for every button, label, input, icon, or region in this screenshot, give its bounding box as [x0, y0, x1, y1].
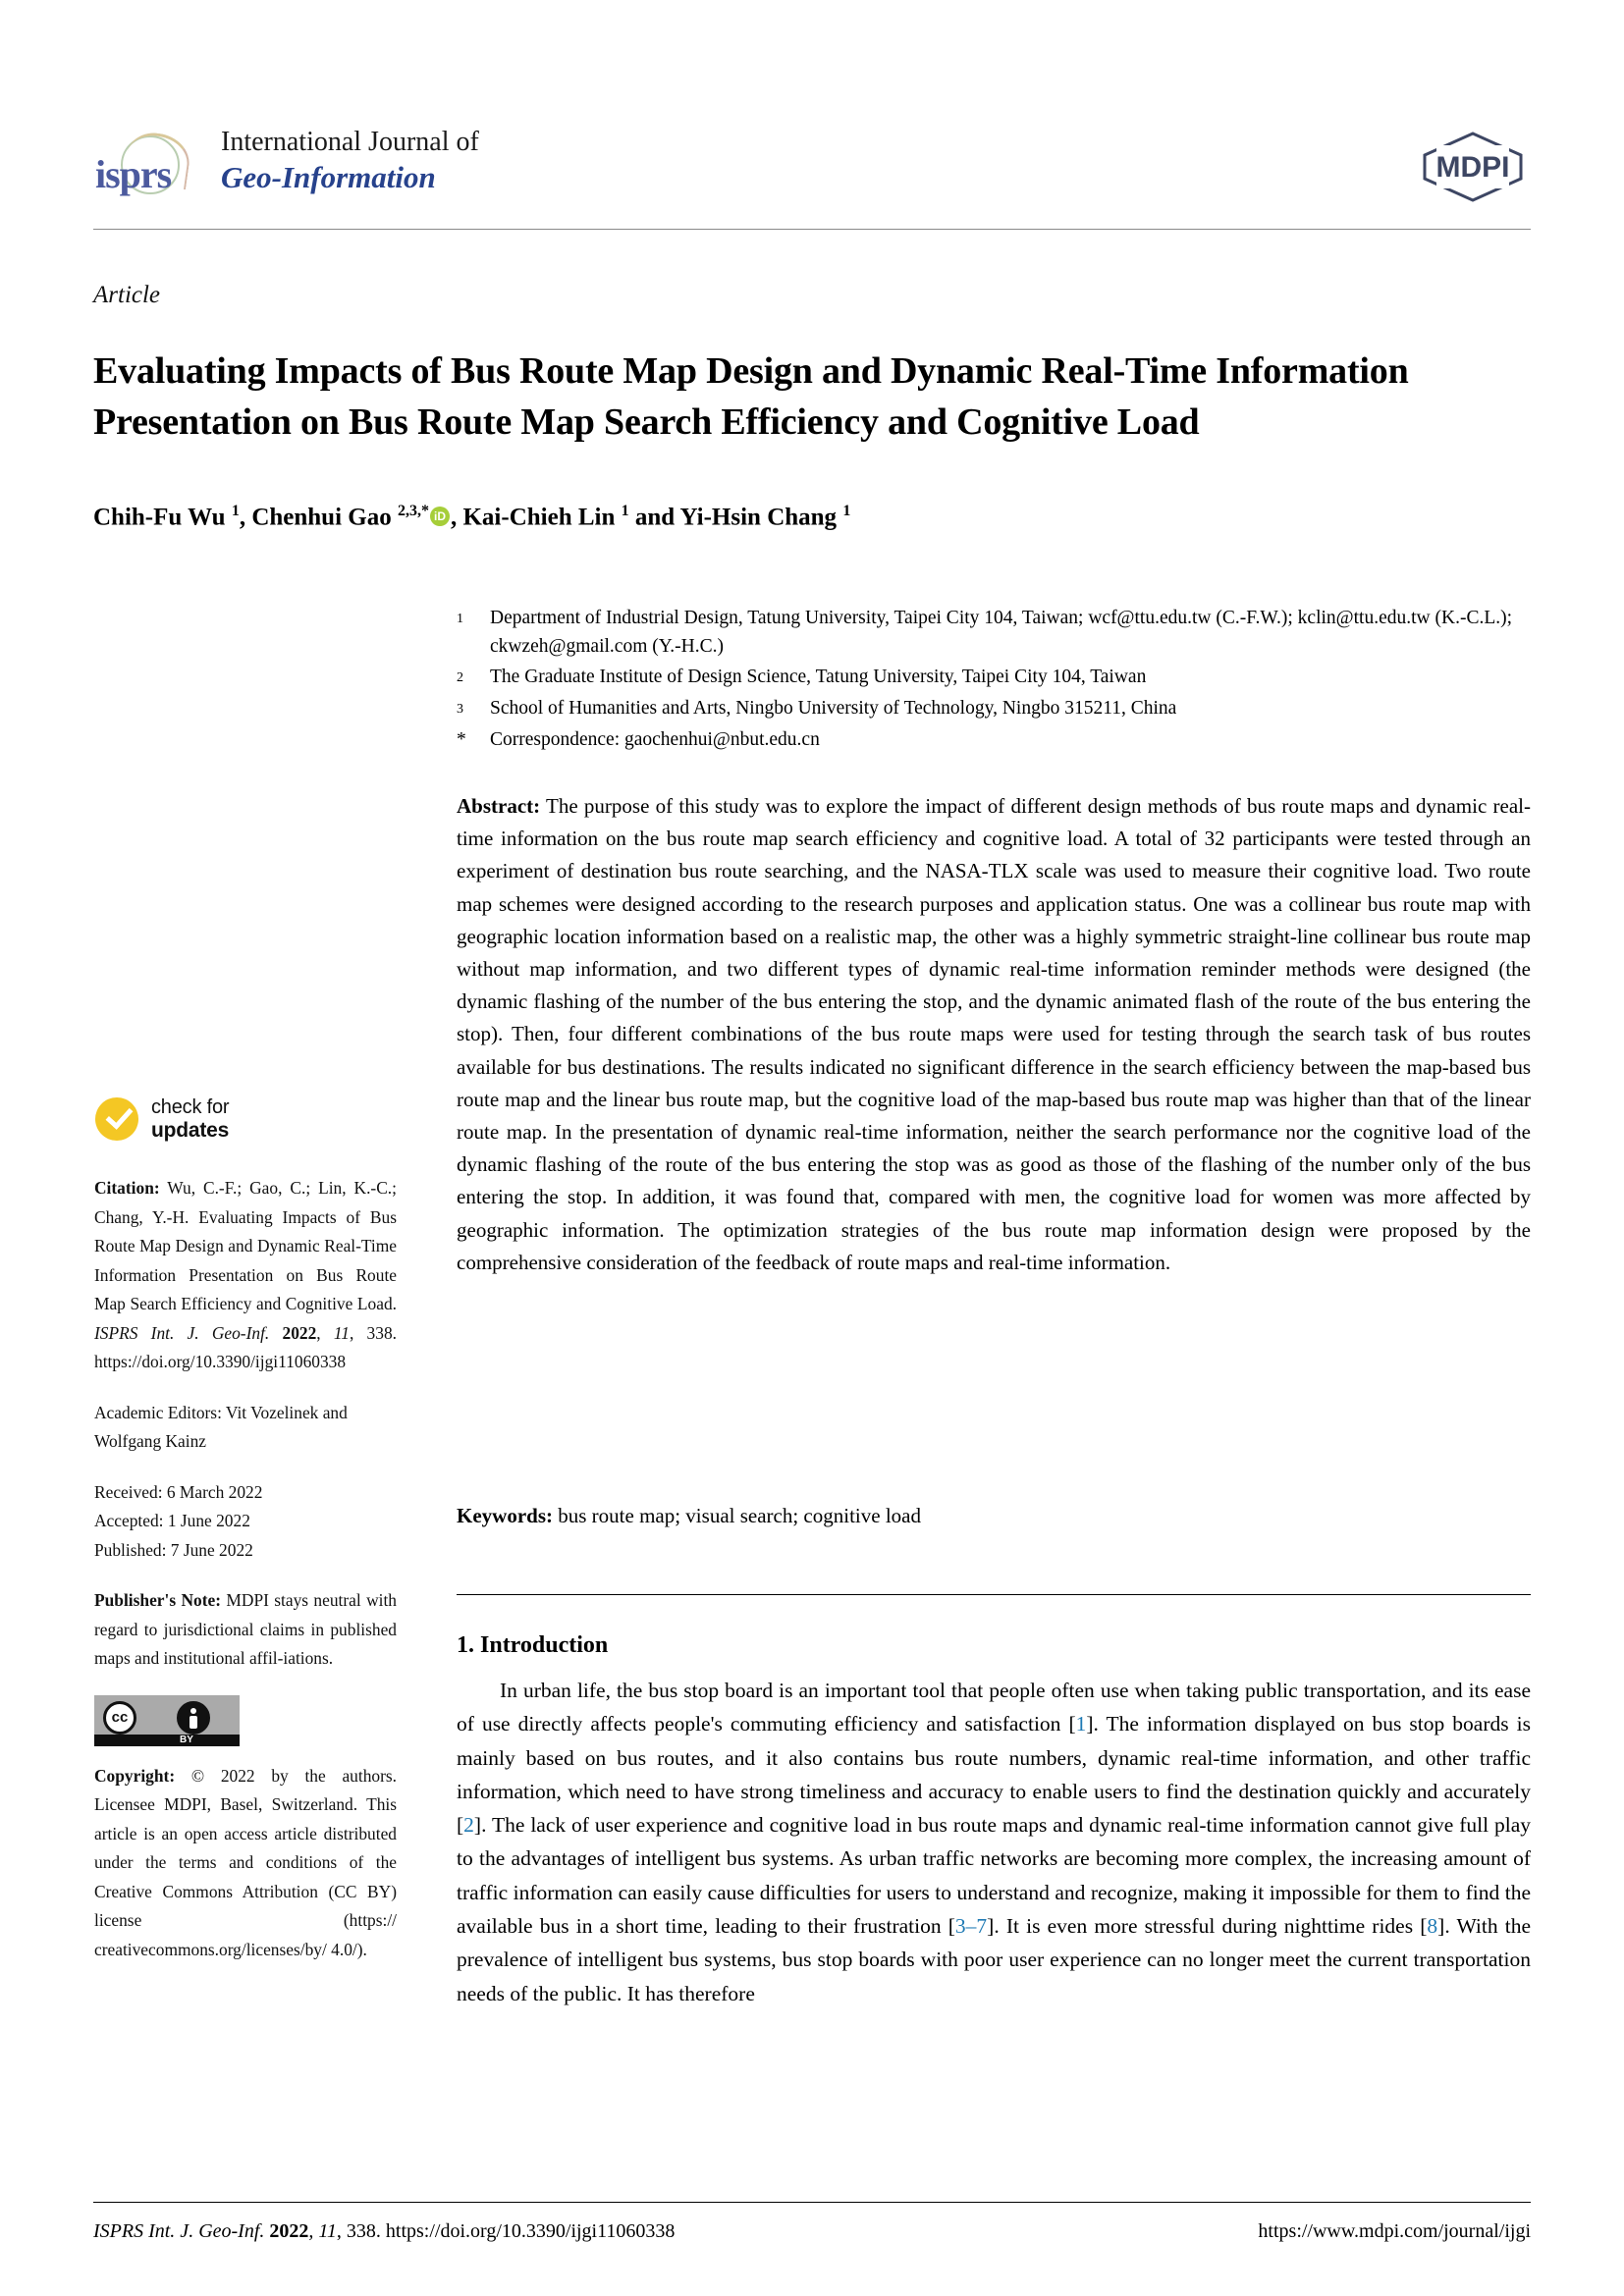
check-for-updates-line2: updates [151, 1119, 230, 1142]
affiliation-text: Department of Industrial Design, Tatung University, Taipei City 104, Taiwan; wcf@ttu.edu.tw (C.-F.W.); kclin@ttu.edu.tw (K.-C.L.); ckwzeh@gmail.com (Y.-H.C.) [490, 608, 1513, 657]
accepted-date: Accepted: 1 June 2022 [94, 1511, 250, 1530]
abstract-block [457, 790, 1531, 1279]
correspondence-row [457, 725, 1531, 754]
received-date: Received: 6 March 2022 [94, 1481, 263, 1502]
article-type-label: Article [93, 282, 161, 308]
footer-journal-url[interactable]: https://www.mdpi.com/journal/ijgi [1258, 2220, 1531, 2242]
publishers-note: Publisher's Note: MDPI stays neutral with regard to jurisdictional claims in published maps and institutional affil-iations. [94, 1590, 398, 1668]
mdpi-logo [1415, 130, 1531, 204]
footer-divider [93, 2202, 1531, 2203]
page-header [93, 126, 1531, 208]
isprs-logo-text: isprs [95, 152, 172, 196]
citation-block: Citation: Wu, C.-F.; Gao, C.; Lin, K.-C.; Chang, Y.-H. Evaluating Impacts of Bus Route Map Design and Dynamic Real-Time Information Presentation on Bus Route Map Search Efficiency and Cognitive Load. ISPRS Int. J. Geo-Inf. 2022, 11, 338. https://doi.org/10.3390/ijgi11060338 [94, 1178, 397, 1371]
affiliations-block [457, 604, 1531, 756]
affiliation-row [457, 694, 1531, 723]
abstract-label: Abstract: [457, 794, 541, 818]
check-circle-icon [95, 1097, 138, 1141]
page-title: Evaluating Impacts of Bus Route Map Design and Dynamic Real-Time Information Presentation on Bus Route Map Search Efficiency and Cognitive Load [93, 350, 1409, 444]
affiliation-marker: 2 [457, 670, 463, 685]
check-for-updates-line1: check for [151, 1096, 230, 1118]
affiliation-text: School of Humanities and Arts, Ningbo University of Technology, Ningbo 315211, China [490, 698, 1177, 719]
keywords-block [457, 1500, 1531, 1532]
affiliation-row [457, 663, 1531, 692]
published-date: Published: 7 June 2022 [94, 1539, 253, 1560]
cc-by-license-badge[interactable] [94, 1695, 240, 1746]
keywords-label: Keywords: [457, 1504, 553, 1527]
journal-title [221, 126, 479, 196]
abstract-divider [457, 1594, 1531, 1595]
copyright-block: Copyright: © 2022 by the authors. Licensee MDPI, Basel, Switzerland. This article is an open access article distributed under the terms and conditions of the Creative Commons Attribution (CC BY) license (https:// creativecommons.org/licenses/by/ 4.0/). [94, 1765, 397, 1959]
affiliation-marker: 1 [457, 612, 463, 626]
isprs-logo [93, 133, 199, 198]
dates-block [94, 1478, 397, 1566]
checkmark-icon [106, 1101, 134, 1130]
correspondence-text: Correspondence: gaochenhui@nbut.edu.cn [490, 729, 820, 750]
footer-citation: ISPRS Int. J. Geo-Inf. 2022, 11, 338. https://doi.org/10.3390/ijgi11060338 [93, 2220, 676, 2242]
affiliation-text: The Graduate Institute of Design Science, Tatung University, Taipei City 104, Taiwan [490, 667, 1147, 687]
affiliation-row [457, 604, 1531, 661]
section-heading-introduction: 1. Introduction [457, 1632, 609, 1658]
check-for-updates-badge[interactable] [94, 1097, 397, 1154]
cc-by-label: BY [180, 1734, 193, 1745]
academic-editors: Academic Editors: Vit Vozelinek and Wolfgang Kainz [94, 1402, 348, 1451]
attribution-person-icon [177, 1701, 210, 1735]
journal-title-line2: Geo-Information [221, 160, 436, 194]
keywords-text: bus route map; visual search; cognitive load [553, 1504, 921, 1527]
creative-commons-icon: cc [103, 1701, 136, 1735]
correspondence-marker: * [457, 729, 466, 750]
introduction-paragraph: In urban life, the bus stop board is an important tool that people often use when taking public transportation, and its ease of use directly affects people's commuting efficiency and satisfaction [1]. The information displayed on bus stop boards is mainly based on bus routes, and it also contains bus route numbers, dynamic real-time information, and other traffic information, which need to have strong timeliness and accuracy to enable users to find the destination quickly and accurately [2]. The lack of user experience and cognitive load in bus route maps and dynamic real-time information cannot give full play to the advantages of intelligent bus systems. As urban traffic networks are becoming more complex, the increasing amount of traffic information can easily cause difficulties for users to understand and recognize, making it impossible for them to find the available bus in a short time, leading to their frustration [3–7]. It is even more stressful during nighttime rides [8]. With the prevalence of intelligent bus systems, bus stop boards with poor user experience can no longer meet the current transportation needs of the public. It has therefore [457, 1679, 1531, 2005]
journal-title-line1: International Journal of [221, 127, 479, 157]
author-list: Chih-Fu Wu $^1$, Chenhui Gao $^{2,3,*}$ iD , Kai-Chieh Lin $^1$ and Yi-Hsin Chang $^1$ [93, 503, 851, 531]
affiliation-marker: 3 [457, 702, 463, 717]
mdpi-logo-text: MDPI [1435, 151, 1510, 184]
header-divider [93, 229, 1531, 230]
sidebar [94, 1097, 397, 1986]
abstract-text: The purpose of this study was to explore the impact of different design methods of bus route maps and dynamic real-time information on the bus route map search efficiency and cognitive load. A total of 32 participants were tested through an experiment of destination bus route searching, and the NASA-TLX scale was used to measure their cognitive load. Two route map schemes were designed according to the research purposes and application status. One was a collinear bus route map with geographic location information based on a realistic map, the other was a highly symmetric straight-line collinear bus route map without map information, and two different types of dynamic real-time information reminder methods were designed (the dynamic flashing of the number of the bus entering the stop, and the dynamic animated flash of the route of the bus entering the stop). Then, four different combinations of the bus route maps were used for testing through the search task of bus routes available for bus destinations. The results indicated no significant difference in the search efficiency between the map-based bus route map and the linear bus route map, but the cognitive load of the map-based bus route map was higher than that of the linear route map. In the presentation of dynamic real-time information, neither the search performance nor the cognitive load of the dynamic flashing of the route of the bus entering the stop was as good as those of the flashing of the number only of the bus entering the stop. In addition, it was found that, compared with men, the cognitive load for women was more affected by geographic information. The optimization strategies of the bus route map information design were proposed by the comprehensive consideration of the feedback of route maps and real-time information. [457, 794, 1531, 1274]
